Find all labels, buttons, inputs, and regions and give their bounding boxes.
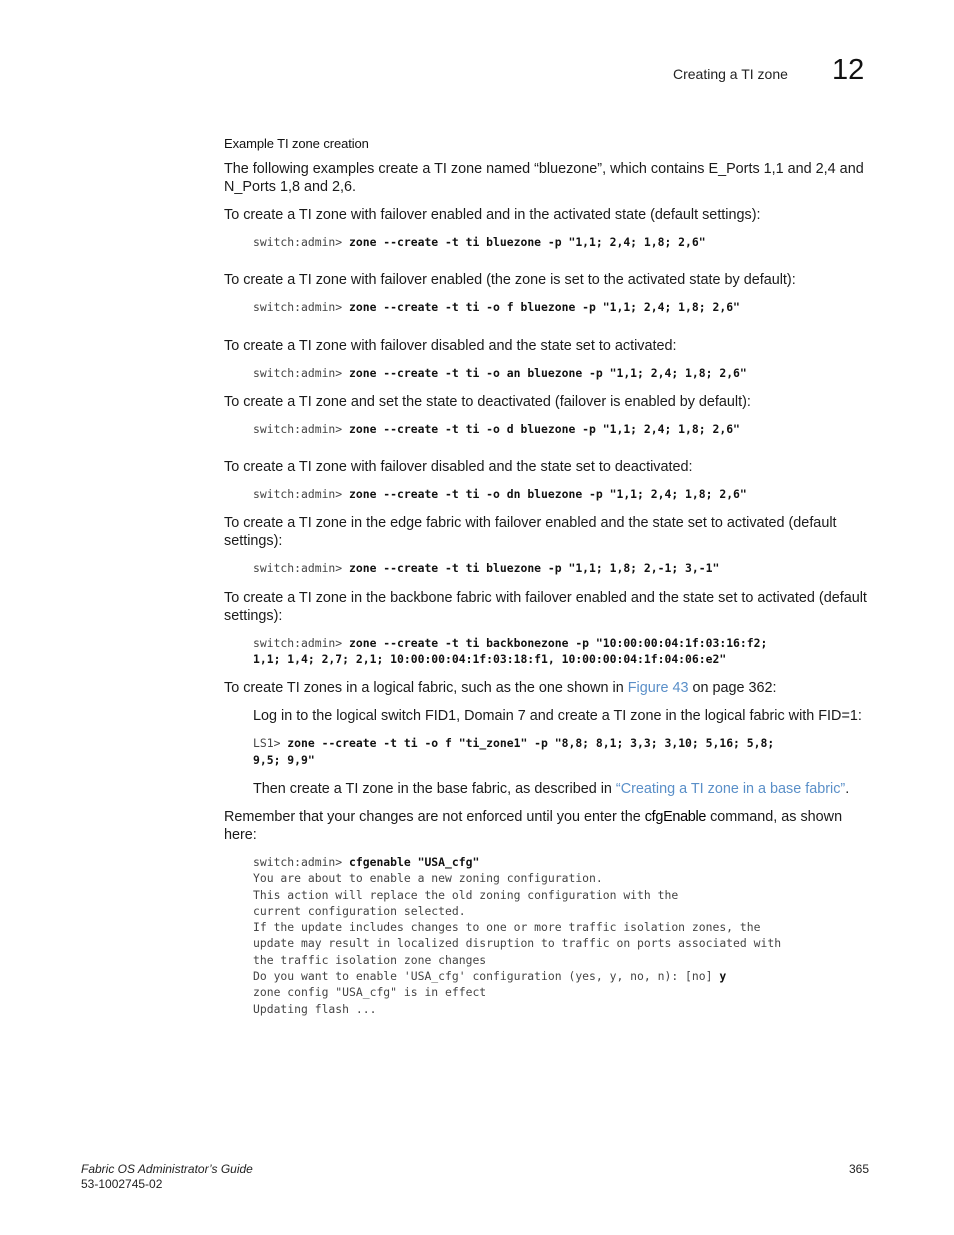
- text: on page 362:: [688, 680, 777, 697]
- example-2-code: [253, 299, 874, 315]
- prompt: switch:admin>: [253, 561, 350, 576]
- output-line: update may result in localized disruption to traffic on ports associated with: [253, 936, 782, 951]
- output-line: zone config "USA_cfg" is in effect: [253, 985, 487, 1000]
- page-number: 365: [849, 1162, 870, 1176]
- output-line: You are about to enable a new zoning configuration.: [253, 871, 603, 886]
- logical-code: [253, 735, 874, 768]
- prompt: switch:admin>: [253, 487, 350, 502]
- output-line: This action will replace the old zoning configuration with the: [253, 887, 679, 902]
- example-4-desc: To create a TI zone and set the state to deactivated (failover is enabled by default):: [224, 393, 751, 410]
- guide-title: Fabric OS Administrator’s Guide: [81, 1162, 253, 1176]
- text: .: [845, 780, 850, 797]
- output-line: the traffic isolation zone changes: [253, 952, 487, 967]
- prompt: LS1>: [253, 736, 288, 751]
- user-answer: y: [719, 969, 727, 984]
- prompt: switch:admin>: [253, 635, 350, 650]
- output-line: If the update includes changes to one or more traffic isolation zones, the: [253, 920, 761, 935]
- prompt: switch:admin>: [253, 854, 350, 869]
- prompt: switch:admin>: [253, 300, 350, 315]
- chapter-number: 12: [832, 54, 865, 86]
- example-6-code: [253, 560, 874, 576]
- command: zone --create -t ti -o f bluezone -p "1,1; 2,4; 1,8; 2,6": [349, 300, 740, 315]
- cfgenable-command: cfgEnable: [644, 808, 707, 825]
- example-7-desc: To create a TI zone in the backbone fabric with failover enabled and the state set to activated (default settings):: [224, 589, 867, 624]
- output-line: Do you want to enable 'USA_cfg' configuration (yes, y, no, n): [no]: [253, 969, 720, 984]
- example-5-code: [253, 486, 874, 502]
- example-6-desc: To create a TI zone in the edge fabric with failover enabled and the state set to activated (default settings):: [224, 515, 837, 550]
- command: zone --create -t ti -o f "ti_zone1" -p "8,8; 8,1; 3,3; 3,10; 5,16; 5,8;: [287, 736, 775, 751]
- example-1-code: [253, 234, 874, 250]
- doc-number: 53-1002745-02: [81, 1177, 163, 1191]
- command-continued: 1,1; 1,4; 2,7; 2,1; 10:00:00:04:1f:03:18:f1, 10:00:00:04:1f:04:06:e2": [253, 652, 727, 667]
- command: zone --create -t ti -o an bluezone -p "1,1; 2,4; 1,8; 2,6": [349, 365, 747, 380]
- example-3-code: [253, 365, 874, 381]
- text: To create TI zones in a logical fabric, such as the one shown in: [224, 680, 628, 697]
- command-continued: 9,5; 9,9": [253, 752, 315, 767]
- example-3-desc: To create a TI zone with failover disabled and the state set to activated:: [224, 337, 677, 354]
- figure-43-link[interactable]: Figure 43: [627, 680, 689, 697]
- text: Then create a TI zone in the base fabric, as described in: [253, 780, 616, 797]
- command: zone --create -t ti bluezone -p "1,1; 2,4; 1,8; 2,6": [349, 235, 706, 249]
- prompt: switch:admin>: [253, 235, 350, 249]
- output-line: current configuration selected.: [253, 903, 466, 918]
- output-line: Updating flash ...: [253, 1001, 377, 1016]
- example-7-code: [253, 635, 874, 668]
- intro-paragraph: The following examples create a TI zone named “bluezone”, which contains E_Ports 1,1 and 2,4 and N_Ports 1,8 and 2,6.: [224, 161, 864, 195]
- cfgenable-code: [253, 854, 874, 1017]
- logical-step-2: [253, 780, 874, 798]
- text: Remember that your changes are not enforced until you enter the: [224, 808, 645, 825]
- section-heading: Example TI zone creation: [224, 136, 369, 151]
- prompt: switch:admin>: [253, 421, 350, 436]
- command: cfgenable "USA_cfg": [349, 854, 480, 869]
- command: zone --create -t ti -o d bluezone -p "1,1; 2,4; 1,8; 2,6": [349, 421, 740, 436]
- example-5-desc: To create a TI zone with failover disabled and the state set to deactivated:: [224, 459, 693, 476]
- example-1-desc: To create a TI zone with failover enabled and in the activated state (default settings):: [224, 207, 761, 223]
- example-2-desc: To create a TI zone with failover enabled (the zone is set to the activated state by default):: [224, 272, 796, 289]
- command: zone --create -t ti backbonezone -p "10:00:00:04:1f:03:16:f2;: [349, 635, 768, 650]
- page-content: [224, 136, 874, 1029]
- footer-doc-info: [81, 1162, 253, 1192]
- logical-fabric-intro: [224, 679, 874, 697]
- running-header-section: Creating a TI zone: [673, 66, 788, 82]
- example-4-code: [253, 421, 874, 437]
- remember-paragraph: [224, 808, 874, 844]
- text: command, as shown here:: [224, 808, 843, 843]
- command: zone --create -t ti -o dn bluezone -p "1,1; 2,4; 1,8; 2,6": [349, 487, 747, 502]
- logical-step-1: Log in to the logical switch FID1, Domain 7 and create a TI zone in the logical fabric with FID=1:: [253, 708, 862, 725]
- prompt: switch:admin>: [253, 365, 350, 380]
- command: zone --create -t ti bluezone -p "1,1; 1,8; 2,-1; 3,-1": [349, 561, 720, 576]
- base-fabric-link[interactable]: “Creating a TI zone in a base fabric”: [615, 780, 846, 797]
